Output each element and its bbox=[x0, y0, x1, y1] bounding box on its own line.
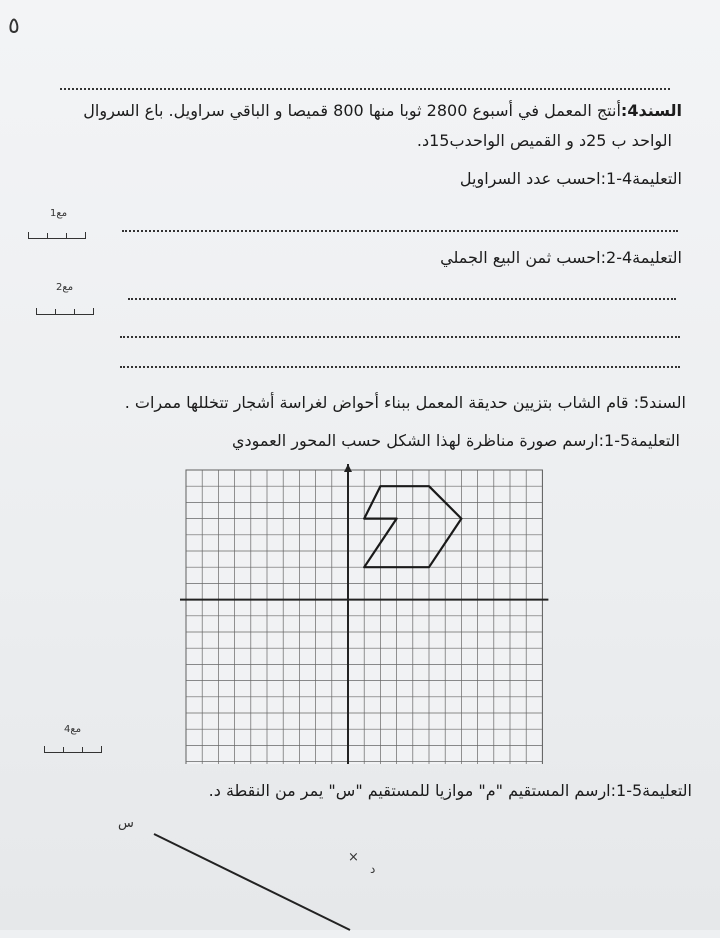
margin-score-1-label: مع1 bbox=[50, 208, 68, 219]
task4-2: التعليمة4-2:احسب ثمن البيع الجملي bbox=[440, 248, 682, 267]
margin-score-2-label: مع2 bbox=[56, 282, 74, 293]
sanad4-text: أنتج المعمل في أسبوع 2800 ثوبا منها 800 قميصا و الباقي سراويل. باع السروال bbox=[83, 101, 621, 120]
sanad4-line1 bbox=[83, 98, 682, 124]
line-s bbox=[154, 834, 350, 930]
answer-line-4-2a[interactable] bbox=[128, 298, 676, 300]
sanad5: السند5: قام الشاب بتزيين حديقة المعمل ببناء أحواض لغراسة أشجار تتخللها ممرات . bbox=[124, 393, 686, 412]
task5-1: التعليمة5-1:ارسم صورة مناظرة لهذا الشكل حسب المحور العمودي bbox=[232, 431, 680, 450]
task5-1b: التعليمة5-1:ارسم المستقيم "م" موازيا للمستقيم "س" يمر من النقطة د. bbox=[208, 781, 692, 800]
margin-score-4-label: مع4 bbox=[64, 724, 82, 735]
margin-score-1-box bbox=[28, 232, 86, 239]
line-s-figure bbox=[140, 818, 400, 938]
answer-line-4-1[interactable] bbox=[122, 230, 678, 232]
grid-figure[interactable] bbox=[180, 464, 560, 764]
answer-line-4-2c[interactable] bbox=[120, 366, 680, 368]
sanad4-label: السند4: bbox=[620, 101, 682, 120]
point-d-mark[interactable]: × bbox=[348, 850, 359, 865]
top-separator bbox=[60, 88, 670, 90]
task4-1: التعليمة4-1:احسب عدد السراويل bbox=[459, 169, 682, 188]
margin-score-2-box bbox=[36, 308, 94, 315]
sanad4-line2: الواحد ب 25د و القميص الواحدب15د. bbox=[416, 131, 672, 150]
corner-mark: ٥ bbox=[8, 14, 20, 39]
answer-line-4-2b[interactable] bbox=[120, 336, 680, 338]
vertical-axis-arrow-top bbox=[344, 464, 352, 472]
margin-score-4-box bbox=[44, 746, 102, 753]
line-s-label: س bbox=[118, 816, 134, 831]
point-d-label: د bbox=[370, 862, 376, 876]
